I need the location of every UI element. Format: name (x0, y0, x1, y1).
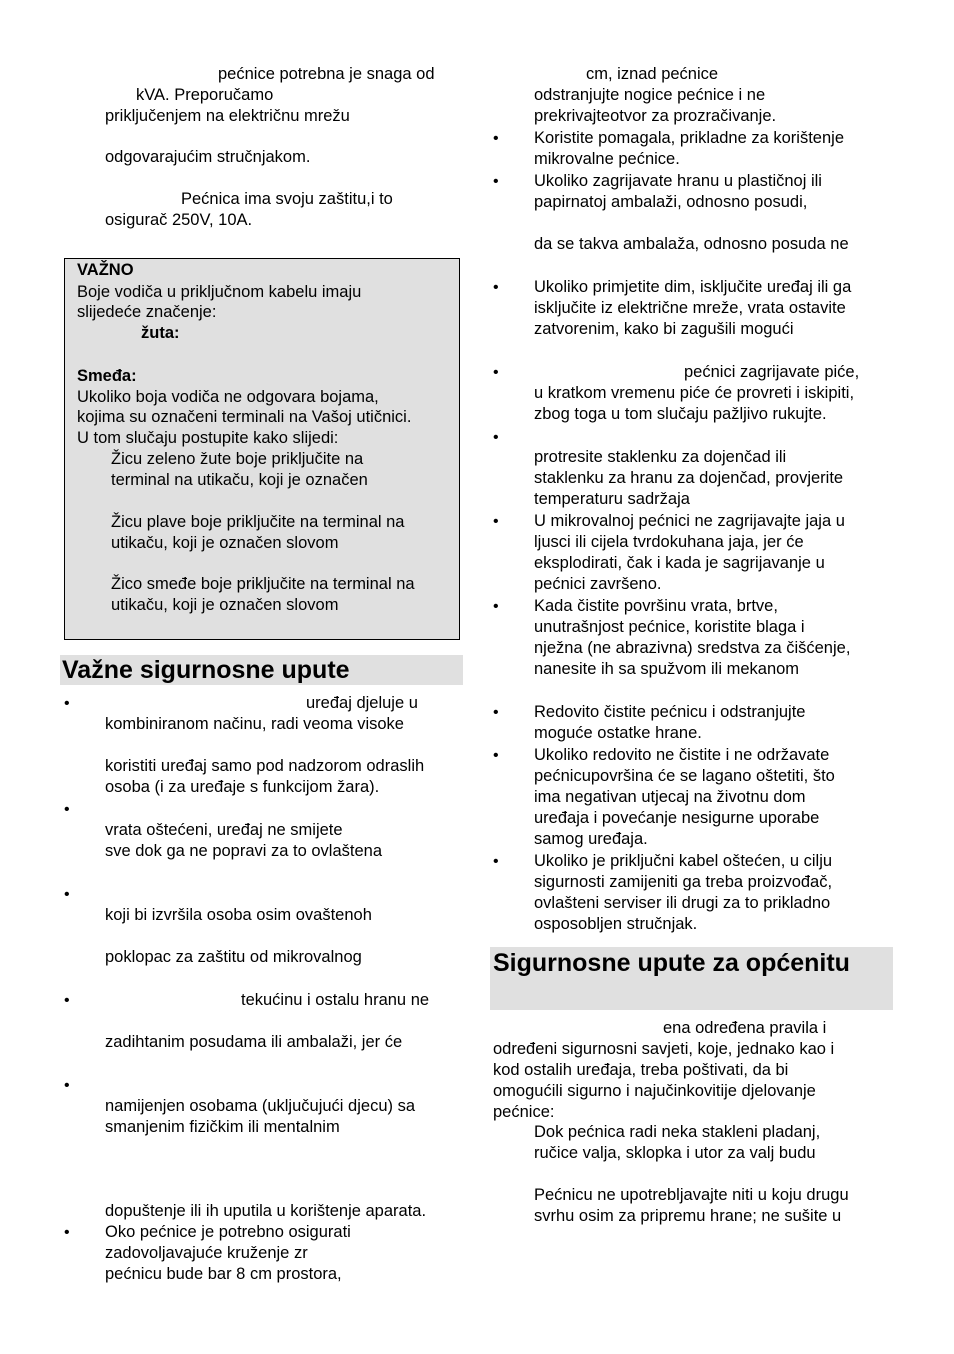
text-line: žuta: (141, 324, 180, 342)
text-line: priključenjem na električnu mrežu (105, 107, 350, 125)
text-line: pećnice potrebna je snaga od (218, 65, 435, 83)
list-item-text: Oko pećnice je potrebno osigurati (105, 1223, 351, 1241)
list-item-text: zadovoljavajuće kruženje zr (105, 1244, 308, 1262)
list-item-text: unutrašnjost pećnice, koristite blaga i (534, 618, 805, 636)
list-item-text: prekrivajteotvor za prozračivanje. (534, 107, 777, 125)
list-item-text: Kada čistite površinu vrata, brtve, (534, 597, 778, 615)
text-line: kojima su označeni terminali na Vašoj utičnici. (77, 408, 412, 426)
list-item-text: Redovito čistite pećnicu i odstranjujte (534, 703, 806, 721)
box-title: VAŽNO (77, 261, 134, 279)
list-item-text: sigurnosti zamijeniti ga treba proizvođač, (534, 873, 833, 891)
list-item-text: koristiti uređaj samo pod nadzorom odraslih (105, 757, 425, 775)
list-item-text: dopuštenje ili ih uputila u korištenje aparata. (105, 1202, 427, 1220)
text-line: Pećnica ima svoju zaštitu,i to (181, 190, 393, 208)
list-item-text: da se takva ambalaža, odnosno posuda ne (534, 235, 849, 253)
bullet: • (493, 513, 499, 530)
list-item-text: mikrovalne pećnice. (534, 150, 680, 168)
text-line: pećnice: (493, 1103, 555, 1121)
text-line: odgovarajućim stručnjakom. (105, 148, 311, 166)
text-line: ena određena pravila i (663, 1019, 827, 1037)
text-line: Boje vodiča u priključnom kabelu imaju (77, 283, 362, 301)
list-item-text: Koristite pomagala, prikladne za korištenje (534, 129, 844, 147)
list-item-text: odstranjujte nogice pećnice i ne (534, 86, 766, 104)
text-line: ručice valja, sklopka i utor za valj budu (534, 1144, 816, 1162)
bullet: • (64, 992, 70, 1009)
list-item-text: samog uređaja. (534, 830, 648, 848)
bullet: • (493, 279, 499, 296)
list-item-text: moguće ostatke hrane. (534, 724, 702, 742)
text-line: određeni sigurnosni savjeti, koje, jednako kao i (493, 1040, 835, 1058)
list-item-text: vrata oštećeni, uređaj ne smijete (105, 821, 343, 839)
list-item-text: ovlašteni serviser ili drugi za to prikladno (534, 894, 831, 912)
list-item-text: koji bi izvršila osoba osim ovaštenoh (105, 906, 372, 924)
list-item-text: isključite iz električne mreže, vrata ostavite (534, 299, 846, 317)
list-item-text: Ukoliko primjetite dim, isključite uređaj ili ga (534, 278, 852, 296)
text-line: utikaču, koji je označen slovom (111, 534, 339, 552)
list-item-text: Ukoliko zagrijavate hranu u plastičnoj ili (534, 172, 822, 190)
text-line: kVA. Preporučamo (136, 86, 274, 104)
text-line: U tom slučaju postupite kako slijedi: (77, 429, 339, 447)
list-item-text: uređaj djeluje u (306, 694, 418, 712)
list-item-text: pećnicupovršina će se lagano oštetiti, što (534, 767, 835, 785)
list-item-text: nježna (ne abrazivna) sredstva za čišćenje, (534, 639, 851, 657)
list-item-text: zadihtanim posudama ili ambalaži, jer će (105, 1033, 403, 1051)
list-item-text: nanesite ih sa spužvom ili mekanom (534, 660, 800, 678)
bullet: • (493, 853, 499, 870)
text-line: slijedeće značenje: (77, 303, 217, 321)
text-line: Žico smeđe boje priključite na terminal na (111, 575, 415, 593)
bullet: • (493, 704, 499, 721)
list-item-text: ima negativan utjecaj na životnu dom (534, 788, 806, 806)
list-item-text: osposobljen stručnjak. (534, 915, 698, 933)
text-line: osigurač 250V, 10A. (105, 211, 253, 229)
list-item-text: temperaturu sadržaja (534, 490, 690, 508)
list-item-text: zatvorenim, kako bi zagušili mogući (534, 320, 794, 338)
text-line: utikaču, koji je označen slovom (111, 596, 339, 614)
section-heading: Važne sigurnosne upute (60, 655, 463, 685)
text-line: Dok pećnica radi neka stakleni pladanj, (534, 1123, 821, 1141)
list-item-text: Ukoliko redovito ne čistite i ne održavate (534, 746, 830, 764)
list-item-text: eksplodirati, čak i kada je sagrijavanje u (534, 554, 825, 572)
bullet: • (64, 695, 70, 712)
list-item-text: cm, iznad pećnice (586, 65, 719, 83)
bullet: • (493, 173, 499, 190)
list-item-text: ljusci ili cijela tvrdokuhana jaja, jer će (534, 533, 804, 551)
list-item-text: protresite staklenku za dojenčad ili (534, 448, 787, 466)
text-line: Smeđa: (77, 367, 137, 385)
text-line: kod ostalih uređaja, treba poštivati, da bi (493, 1061, 789, 1079)
list-item-text: sve dok ga ne popravi za to ovlaštena (105, 842, 383, 860)
list-item-text: U mikrovalnoj pećnici ne zagrijavajte jaja u (534, 512, 845, 530)
bullet: • (493, 130, 499, 147)
bullet: • (493, 364, 499, 381)
bullet: • (64, 886, 70, 903)
list-item-text: pećnici završeno. (534, 575, 662, 593)
list-item-text: poklopac za zaštitu od mikrovalnog (105, 948, 362, 966)
text-line: svrhu osim za pripremu hrane; ne sušite u (534, 1207, 842, 1225)
list-item-text: smanjenim fizičkim ili mentalnim (105, 1118, 340, 1136)
bullet: • (64, 1077, 70, 1094)
text-line: Ukoliko boja vodiča ne odgovara bojama, (77, 388, 379, 406)
bullet: • (493, 747, 499, 764)
list-item-text: namijenjen osobama (uključujući djecu) sa (105, 1097, 415, 1115)
list-item-text: staklenku za hranu za dojenčad, provjerite (534, 469, 844, 487)
list-item-text: pećnici zagrijavate piće, (684, 363, 860, 381)
list-item-text: pećnicu bude bar 8 cm prostora, (105, 1265, 342, 1283)
list-item-text: uređaja i povećanje nesigurne uporabe (534, 809, 820, 827)
list-item-text: Ukoliko je priključni kabel oštećen, u cilju (534, 852, 833, 870)
text-line: Pećnicu ne upotrebljavajte niti u koju drugu (534, 1186, 849, 1204)
text-line: Žicu zeleno žute boje priključite na (111, 450, 364, 468)
text-line: Žicu plave boje priključite na terminal na (111, 513, 405, 531)
list-item-text: zbog toga u tom slučaju pažljivo rukujte. (534, 405, 827, 423)
bullet: • (64, 1224, 70, 1241)
text-line: omogućili sigurno i najučinkovitije djelovanje (493, 1082, 816, 1100)
list-item-text: tekućinu i ostalu hranu ne (241, 991, 430, 1009)
list-item-text: u kratkom vremenu piće će provreti i iskipiti, (534, 384, 855, 402)
text-line: terminal na utikaču, koji je označen (111, 471, 368, 489)
list-item-text: osoba (i za uređaje s funkcijom žara). (105, 778, 380, 796)
bullet: • (493, 598, 499, 615)
section-heading: Sigurnosne upute za općenitu (490, 947, 893, 1010)
bullet: • (64, 801, 70, 818)
list-item-text: papirnatoj ambalaži, odnosno posudi, (534, 193, 808, 211)
bullet: • (493, 429, 499, 446)
list-item-text: kombiniranom načinu, radi veoma visoke (105, 715, 404, 733)
